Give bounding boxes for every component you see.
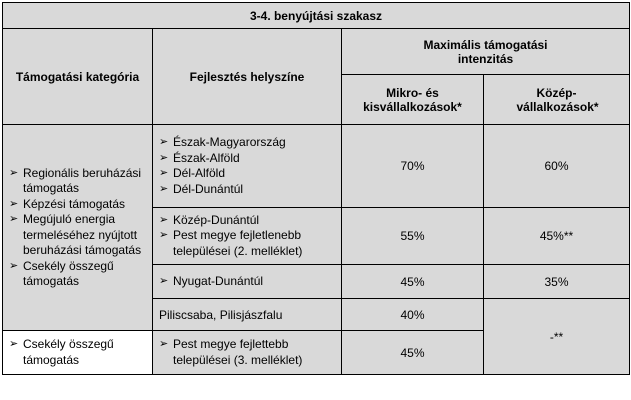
medium-value-2: 45%** xyxy=(484,208,630,265)
arrow-bullet-icon: ➢ xyxy=(159,229,169,242)
arrow-bullet-icon: ➢ xyxy=(9,213,19,225)
list-item: ➢ Regionális beruházási támogatás xyxy=(9,165,142,195)
header-location: Fejlesztés helyszíne xyxy=(153,29,342,125)
arrow-bullet-icon: ➢ xyxy=(159,182,169,195)
arrow-bullet-icon: ➢ xyxy=(9,338,19,350)
arrow-bullet-icon: ➢ xyxy=(9,259,19,272)
micro-value-5: 45% xyxy=(342,331,484,375)
list-item: ➢ Észak-Magyarország xyxy=(159,135,286,149)
list-item: ➢ Nyugat-Dunántúl xyxy=(159,273,264,288)
list-item: ➢ Dél-Alföld xyxy=(159,166,226,180)
list-item: ➢ Képzési támogatás xyxy=(9,196,126,211)
header-intensity-text: Maximális támogatási intenzitás xyxy=(423,37,548,66)
arrow-bullet-icon: ➢ xyxy=(159,167,169,179)
arrow-bullet-icon: ➢ xyxy=(159,151,169,164)
micro-value-2: 55% xyxy=(342,208,484,265)
location-cell-1 xyxy=(153,125,342,208)
list-item: ➢ Pest megye fejletlenebb települései (2. melléklet) xyxy=(159,228,303,258)
list-item: ➢ Megújuló energia termeléséhez nyújtott beruházási támogatás xyxy=(9,212,142,257)
medium-value-3: 35% xyxy=(484,265,630,299)
category-cell-2 xyxy=(3,331,153,375)
support-intensity-table xyxy=(2,2,630,375)
arrow-bullet-icon: ➢ xyxy=(9,197,19,210)
arrow-bullet-icon: ➢ xyxy=(159,338,169,350)
arrow-bullet-icon: ➢ xyxy=(159,274,169,287)
location-cell-3 xyxy=(153,265,342,299)
table-title: 3-4. benyújtási szakasz xyxy=(3,3,630,29)
arrow-bullet-icon: ➢ xyxy=(159,213,169,226)
location-cell-5 xyxy=(153,331,342,375)
header-medium-text: Közép-vállalkozások* xyxy=(516,85,599,114)
arrow-bullet-icon: ➢ xyxy=(9,166,19,179)
arrow-bullet-icon: ➢ xyxy=(159,136,169,148)
location-text-4: Piliscsaba, Pilisjászfalu xyxy=(159,307,283,322)
list-item: ➢ Pest megye fejlettebb települései (3. melléklet) xyxy=(159,337,303,367)
header-micro xyxy=(342,75,484,125)
micro-value-3: 45% xyxy=(342,265,484,299)
header-category: Támogatási kategória xyxy=(3,29,153,125)
list-item: ➢ Közép-Dunántúl xyxy=(159,212,260,227)
list-item: ➢ Csekély összegű támogatás xyxy=(9,258,114,288)
location-cell-2 xyxy=(153,208,342,265)
medium-value-1: 60% xyxy=(484,125,630,208)
list-item: ➢ Észak-Alföld xyxy=(159,150,240,165)
micro-value-1: 70% xyxy=(342,125,484,208)
location-cell-4 xyxy=(153,299,342,331)
list-item: ➢ Dél-Dunántúl xyxy=(159,181,244,196)
list-item: ➢ Csekély összegű támogatás xyxy=(9,337,114,367)
header-medium xyxy=(484,75,630,125)
header-micro-text: Mikro- és kisvállalkozások* xyxy=(363,85,462,114)
category-list-1 xyxy=(3,166,152,290)
category-cell-1 xyxy=(3,125,153,331)
header-intensity xyxy=(342,29,630,75)
micro-value-4: 40% xyxy=(342,299,484,331)
medium-value-4-5: -** xyxy=(484,299,630,375)
